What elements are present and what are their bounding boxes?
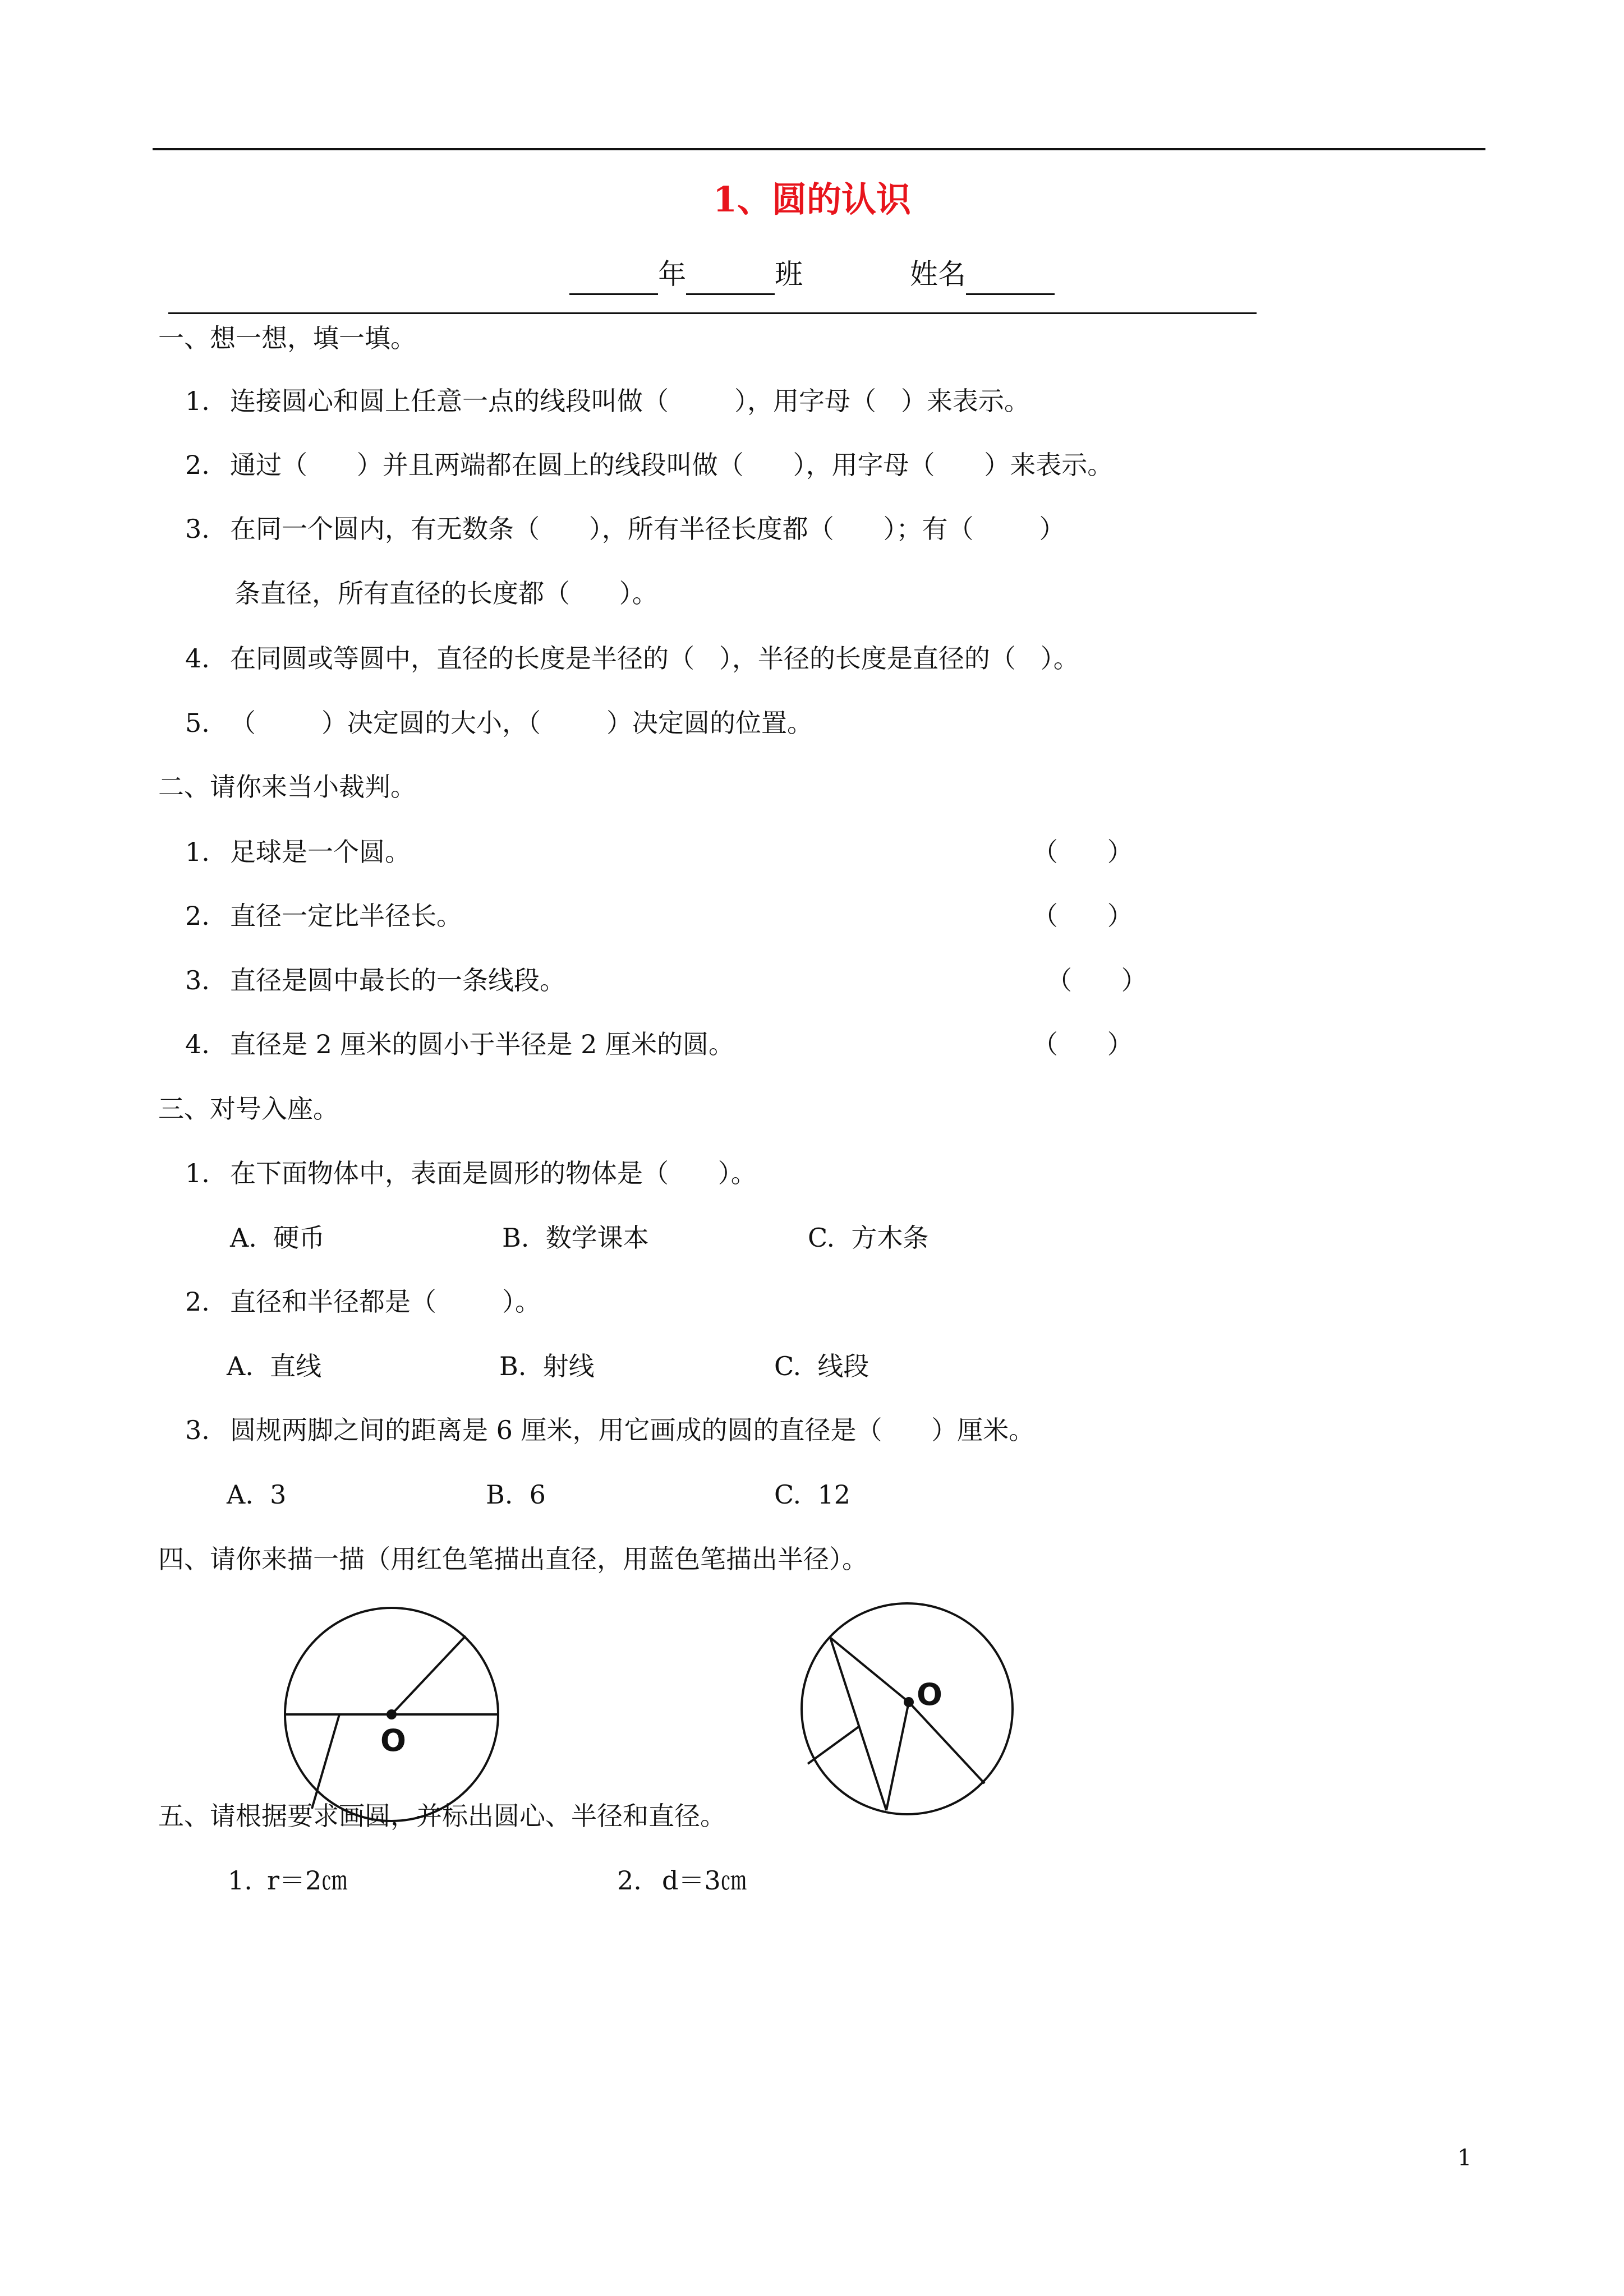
option-b[interactable]: B. 射线	[499, 1351, 595, 1381]
item-number: 2.	[185, 1287, 210, 1317]
s3-question-1	[185, 1155, 757, 1192]
radius-line[interactable]	[392, 1636, 466, 1714]
item-number: 3.	[185, 1415, 210, 1445]
item-text: 直径和半径都是（ ）。	[230, 1287, 541, 1317]
judge-paren-3[interactable]: （ ）	[1046, 965, 1147, 995]
item-number: 3.	[185, 514, 210, 544]
center-point	[387, 1709, 397, 1719]
option-c[interactable]: C. 12	[774, 1479, 850, 1510]
item-number: 2.	[617, 1865, 642, 1896]
s1-item-2	[185, 446, 1113, 483]
option-c[interactable]: C. 方木条	[808, 1223, 929, 1253]
option-a[interactable]: A. 硬币	[230, 1223, 325, 1253]
judge-paren-4[interactable]: （ ）	[1032, 1029, 1133, 1059]
item-number: 1.	[228, 1865, 252, 1896]
item-text: r＝2㎝	[267, 1865, 348, 1896]
item-number: 4.	[185, 1029, 210, 1059]
center-point	[904, 1697, 914, 1707]
item-number: 1.	[185, 1158, 210, 1188]
item-text: 在下面物体中，表面是圆形的物体是（ ）。	[230, 1158, 757, 1188]
s1-item-5	[185, 704, 813, 741]
item-number: 5.	[185, 708, 210, 738]
section-1-heading: 一、想一想，填一填。	[158, 323, 416, 353]
s2-item-1	[185, 833, 411, 870]
center-label: O	[917, 1677, 942, 1712]
item-text: 足球是一个圆。	[230, 837, 411, 867]
item-number: 2.	[185, 901, 210, 931]
section-2-heading: 二、请你来当小裁判。	[158, 772, 416, 802]
option-a[interactable]: A. 直线	[227, 1351, 322, 1381]
section-3-heading: 三、对号入座。	[158, 1094, 339, 1124]
option-c[interactable]: C. 线段	[774, 1351, 869, 1381]
section-5-heading: 五、请根据要求画圆，并标出圆心、半径和直径。	[158, 1801, 726, 1831]
circle-figure-left	[280, 1604, 505, 1828]
radius-line[interactable]	[909, 1702, 984, 1783]
top-rule	[153, 148, 1485, 150]
item-text: （ ）决定圆的大小，（ ）决定圆的位置。	[230, 708, 813, 738]
item-number: 3.	[185, 965, 210, 995]
year-blank[interactable]	[569, 263, 658, 295]
chord-line[interactable]	[808, 1726, 859, 1764]
page-title: 1、圆的认识	[712, 179, 912, 220]
s1-item-4	[185, 640, 1079, 677]
s1-item-3	[185, 510, 1065, 547]
item-text: 在同一个圆内，有无数条（ ），所有半径长度都（ ）；有（ ）	[230, 514, 1065, 544]
class-blank[interactable]	[686, 263, 775, 295]
item-number: 1.	[185, 837, 210, 867]
option-b[interactable]: B. 6	[486, 1479, 546, 1510]
s5-item-2	[617, 1862, 747, 1899]
center-label: O	[380, 1723, 406, 1758]
name-blank[interactable]	[966, 263, 1055, 295]
chord-line[interactable]	[312, 1714, 339, 1809]
option-b[interactable]: B. 数学课本	[502, 1223, 649, 1253]
s5-item-1	[228, 1862, 347, 1899]
header-rule	[168, 312, 1257, 314]
item-text: 直径是圆中最长的一条线段。	[230, 965, 565, 995]
class-info	[0, 253, 1624, 295]
section-4-heading: 四、请你来描一描（用红色笔描出直径，用蓝色笔描出半径）。	[158, 1544, 868, 1574]
circle-figure-right	[797, 1593, 1021, 1828]
judge-paren-2[interactable]: （ ）	[1032, 901, 1133, 931]
s1-item-3-cont: 条直径，所有直径的长度都（ ）。	[234, 578, 658, 608]
item-text: 直径一定比半径长。	[230, 901, 462, 931]
s2-item-2	[185, 897, 462, 934]
chord-line[interactable]	[830, 1638, 886, 1810]
s2-item-3	[185, 962, 565, 999]
item-text: 直径是 2 厘米的圆小于半径是 2 厘米的圆。	[230, 1029, 735, 1059]
year-label: 年	[658, 258, 687, 291]
name-label: 姓名	[909, 258, 966, 291]
option-a[interactable]: A. 3	[227, 1479, 287, 1510]
class-label: 班	[775, 258, 803, 291]
item-number: 1.	[185, 386, 210, 416]
page-number: 1	[1457, 2145, 1472, 2171]
s3-question-3	[185, 1412, 1034, 1449]
item-number: 4.	[185, 643, 210, 674]
radius-line[interactable]	[886, 1702, 909, 1810]
chord-line[interactable]	[830, 1638, 909, 1702]
item-text: 在同圆或等圆中，直径的长度是半径的（ ），半径的长度是直径的（ ）。	[230, 643, 1079, 674]
item-text: 圆规两脚之间的距离是 6 厘米，用它画成的圆的直径是（ ）厘米。	[230, 1415, 1035, 1445]
item-text: 连接圆心和圆上任意一点的线段叫做（ ），用字母（ ）来表示。	[230, 386, 1030, 416]
s1-item-1	[185, 382, 1030, 419]
item-text: 通过（ ）并且两端都在圆上的线段叫做（ ），用字母（ ）来表示。	[230, 450, 1114, 480]
item-text: d＝3㎝	[662, 1865, 747, 1896]
judge-paren-1[interactable]: （ ）	[1032, 837, 1133, 867]
item-number: 2.	[185, 450, 210, 480]
s2-item-4	[185, 1026, 734, 1063]
s3-question-2	[185, 1283, 541, 1320]
